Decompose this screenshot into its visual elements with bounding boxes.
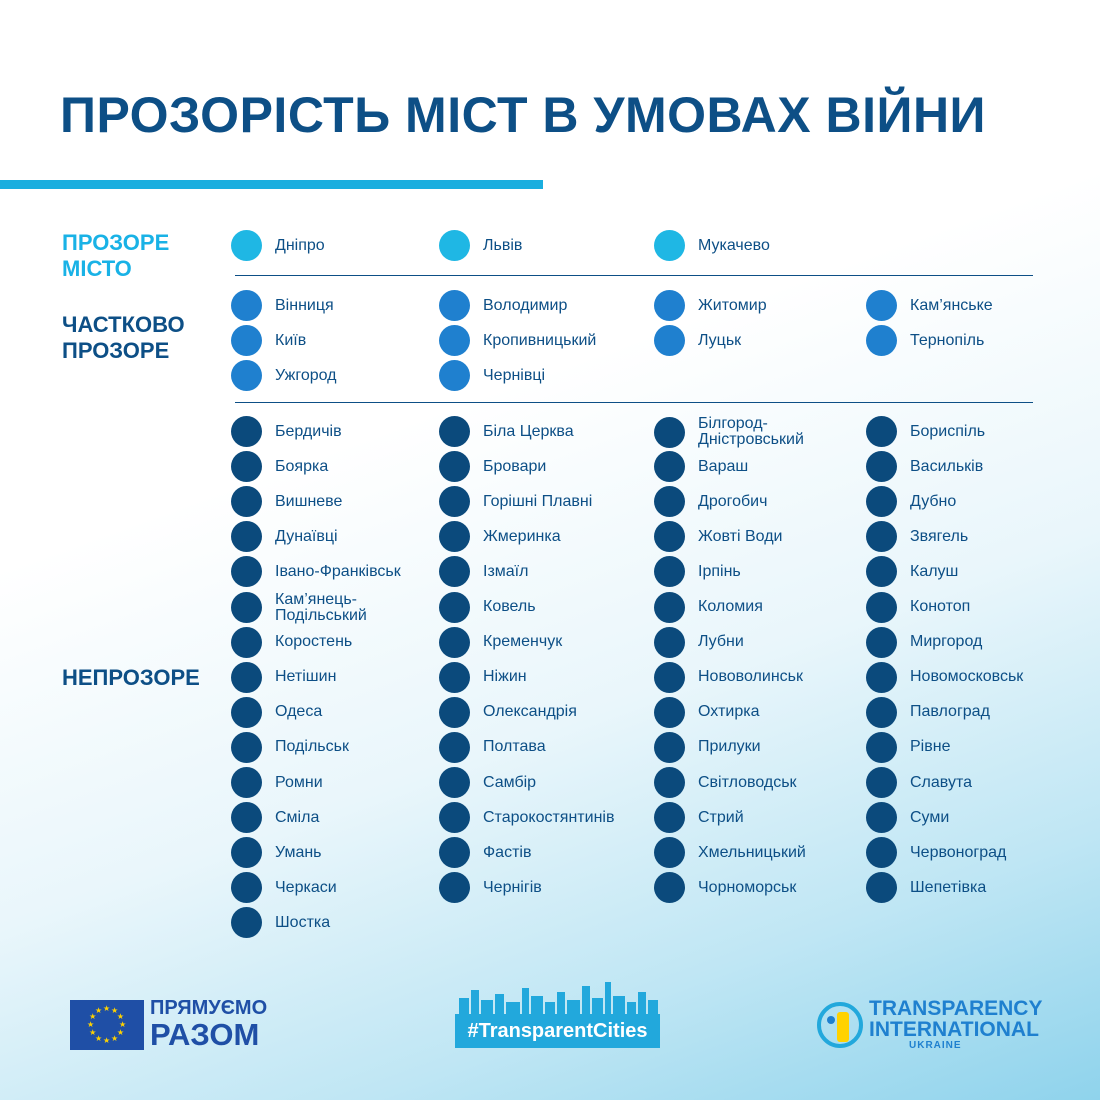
- city-item: [654, 325, 741, 356]
- city-name: Миргород: [910, 633, 983, 651]
- city-item: [439, 767, 536, 798]
- city-name: Звягель: [910, 527, 969, 545]
- status-dot-icon: [866, 802, 897, 833]
- city-item: [654, 592, 763, 623]
- status-dot-icon: [439, 325, 470, 356]
- city-name: Ірпінь: [698, 562, 741, 580]
- city-name: Дніпро: [275, 236, 325, 254]
- city-name: Шепетівка: [910, 878, 987, 896]
- status-dot-icon: [654, 697, 685, 728]
- status-dot-icon: [231, 767, 262, 798]
- city-item: [439, 521, 561, 552]
- city-item: [654, 416, 804, 448]
- city-name: Білгород- Дністровський: [698, 415, 804, 448]
- status-dot-icon: [231, 592, 262, 623]
- status-dot-icon: [439, 451, 470, 482]
- status-dot-icon: [231, 907, 262, 938]
- city-item: [654, 662, 803, 693]
- status-dot-icon: [654, 802, 685, 833]
- city-item: [439, 592, 536, 623]
- city-item: [231, 802, 319, 833]
- status-dot-icon: [654, 486, 685, 517]
- eu-slogan: [150, 998, 267, 1052]
- eu-slogan-line1: ПРЯМУЄМО: [150, 997, 268, 1019]
- status-dot-icon: [654, 325, 685, 356]
- city-name: Чернівці: [483, 366, 546, 384]
- city-name: Нововолинськ: [698, 668, 803, 686]
- divider: [235, 402, 1033, 403]
- city-name: Вишневе: [275, 492, 343, 510]
- ti-wordmark: [869, 998, 1042, 1052]
- city-item: [654, 230, 770, 261]
- city-item: [439, 486, 592, 517]
- city-item: [231, 872, 337, 903]
- status-dot-icon: [654, 627, 685, 658]
- status-dot-icon: [439, 521, 470, 552]
- city-item: [439, 697, 577, 728]
- eu-logo: [70, 998, 267, 1052]
- city-item: [231, 556, 401, 587]
- city-name: Коломия: [698, 598, 763, 615]
- status-dot-icon: [654, 732, 685, 763]
- city-item: [231, 360, 337, 391]
- city-name: Жовті Води: [698, 527, 783, 545]
- transparent-cities-logo: [455, 980, 660, 1048]
- city-name: Червоноград: [910, 843, 1007, 861]
- status-dot-icon: [231, 416, 262, 447]
- status-dot-icon: [439, 697, 470, 728]
- status-dot-icon: [439, 290, 470, 321]
- status-dot-icon: [866, 325, 897, 356]
- city-name: Васильків: [910, 457, 984, 475]
- status-dot-icon: [654, 451, 685, 482]
- status-dot-icon: [439, 556, 470, 587]
- city-item: [231, 592, 367, 624]
- page-title: ПРОЗОРІСТЬ МІСТ В УМОВАХ ВІЙНИ: [60, 87, 986, 143]
- status-dot-icon: [654, 556, 685, 587]
- city-item: [654, 556, 741, 587]
- city-item: [231, 325, 306, 356]
- city-item: [654, 521, 782, 552]
- city-item: [654, 290, 767, 321]
- ti-line3: UKRAINE: [909, 1040, 962, 1051]
- ti-line2: INTERNATIONAL: [869, 1018, 1039, 1041]
- city-item: [231, 416, 342, 447]
- city-item: [866, 521, 968, 552]
- city-name: Горішні Плавні: [483, 492, 593, 510]
- status-dot-icon: [439, 767, 470, 798]
- status-dot-icon: [231, 556, 262, 587]
- status-dot-icon: [654, 417, 685, 448]
- city-item: [866, 325, 984, 356]
- city-name: Охтирка: [698, 703, 760, 721]
- status-dot-icon: [439, 627, 470, 658]
- status-dot-icon: [439, 662, 470, 693]
- city-item: [866, 592, 970, 623]
- city-item: [866, 290, 993, 321]
- city-item: [866, 662, 1023, 693]
- city-name: Боярка: [275, 457, 329, 475]
- status-dot-icon: [439, 872, 470, 903]
- city-name: Стрий: [698, 808, 744, 826]
- status-dot-icon: [866, 556, 897, 587]
- city-name: Хмельницький: [698, 843, 806, 861]
- eu-slogan-line2: РАЗОМ: [150, 1017, 260, 1052]
- city-name: Кременчук: [483, 633, 563, 651]
- status-dot-icon: [231, 360, 262, 391]
- status-dot-icon: [231, 627, 262, 658]
- status-dot-icon: [231, 230, 262, 261]
- city-name: Славута: [910, 773, 972, 791]
- city-name: Ніжин: [483, 668, 527, 686]
- city-name: Прилуки: [698, 738, 761, 756]
- city-name: Жмеринка: [483, 527, 561, 545]
- city-item: [866, 556, 958, 587]
- city-name: Кам’янське: [910, 296, 993, 314]
- city-item: [231, 521, 338, 552]
- status-dot-icon: [231, 697, 262, 728]
- city-item: [439, 556, 528, 587]
- city-item: [439, 732, 546, 763]
- city-name: Світловодськ: [698, 773, 797, 791]
- status-dot-icon: [231, 486, 262, 517]
- city-item: [231, 451, 328, 482]
- city-name: Дунаївці: [275, 527, 338, 545]
- city-name: Новомосковськ: [910, 668, 1024, 686]
- status-dot-icon: [654, 230, 685, 261]
- city-item: [654, 451, 748, 482]
- city-item: [654, 627, 744, 658]
- category-opaque-label: НЕПРОЗОРЕ: [62, 665, 200, 690]
- status-dot-icon: [866, 627, 897, 658]
- ti-line1: TRANSPARENCY: [869, 997, 1043, 1020]
- city-name: Фастів: [483, 843, 532, 861]
- city-name: Дубно: [910, 492, 957, 510]
- status-dot-icon: [654, 767, 685, 798]
- city-item: [866, 802, 949, 833]
- city-name: Черкаси: [275, 878, 337, 896]
- city-item: [654, 697, 760, 728]
- city-name: Володимир: [483, 296, 568, 314]
- city-item: [439, 360, 545, 391]
- status-dot-icon: [654, 290, 685, 321]
- city-name: Тернопіль: [910, 331, 985, 349]
- status-dot-icon: [439, 837, 470, 868]
- city-name: Рівне: [910, 738, 951, 756]
- city-item: [439, 325, 596, 356]
- city-name: Бровари: [483, 457, 547, 475]
- status-dot-icon: [439, 486, 470, 517]
- city-item: [231, 907, 330, 938]
- city-name: Вараш: [698, 457, 749, 475]
- status-dot-icon: [439, 732, 470, 763]
- city-item: [866, 416, 985, 447]
- eu-flag-icon: ★ ★ ★ ★ ★ ★ ★ ★ ★ ★ ★ ★: [70, 1000, 144, 1050]
- status-dot-icon: [439, 360, 470, 391]
- city-name: Бердичів: [275, 422, 342, 440]
- status-dot-icon: [231, 732, 262, 763]
- city-item: [866, 732, 950, 763]
- city-name: Конотоп: [910, 598, 971, 615]
- status-dot-icon: [231, 802, 262, 833]
- city-name: Полтава: [483, 738, 546, 756]
- city-name: Одеса: [275, 703, 323, 721]
- status-dot-icon: [231, 325, 262, 356]
- status-dot-icon: [231, 451, 262, 482]
- city-item: [439, 627, 562, 658]
- status-dot-icon: [866, 451, 897, 482]
- city-name: Чернігів: [483, 878, 542, 896]
- category-partial-label: ЧАСТКОВО ПРОЗОРЕ: [62, 312, 185, 363]
- status-dot-icon: [654, 837, 685, 868]
- city-name: Київ: [275, 331, 307, 349]
- city-name: Львів: [483, 236, 523, 254]
- status-dot-icon: [866, 732, 897, 763]
- city-item: [231, 767, 323, 798]
- city-name: Мукачево: [698, 236, 770, 254]
- status-dot-icon: [439, 592, 470, 623]
- city-name: Калуш: [910, 562, 959, 580]
- status-dot-icon: [231, 837, 262, 868]
- status-dot-icon: [866, 767, 897, 798]
- city-item: [231, 627, 352, 658]
- status-dot-icon: [866, 872, 897, 903]
- city-item: [439, 837, 531, 868]
- city-item: [654, 872, 796, 903]
- status-dot-icon: [654, 872, 685, 903]
- city-item: [866, 872, 986, 903]
- city-item: [439, 290, 567, 321]
- city-name: Лубни: [698, 633, 744, 651]
- status-dot-icon: [866, 486, 897, 517]
- city-item: [866, 627, 982, 658]
- city-item: [654, 732, 761, 763]
- ti-globe-icon: [817, 1002, 863, 1048]
- city-item: [654, 767, 797, 798]
- status-dot-icon: [654, 592, 685, 623]
- city-name: Подільськ: [275, 738, 349, 756]
- city-item: [439, 416, 574, 447]
- status-dot-icon: [231, 290, 262, 321]
- city-name: Шостка: [275, 913, 331, 931]
- status-dot-icon: [231, 521, 262, 552]
- status-dot-icon: [866, 697, 897, 728]
- city-item: [866, 451, 983, 482]
- category-transparent-label: ПРОЗОРЕ МІСТО: [62, 230, 170, 281]
- city-item: [231, 486, 342, 517]
- city-item: [439, 872, 542, 903]
- title-underline: [0, 180, 543, 189]
- city-item: [439, 230, 522, 261]
- city-item: [231, 837, 322, 868]
- city-item: [866, 486, 956, 517]
- city-name: Івано-Франківськ: [275, 562, 401, 580]
- status-dot-icon: [866, 521, 897, 552]
- city-name: Біла Церква: [483, 422, 574, 440]
- city-name: Ковель: [483, 598, 536, 615]
- status-dot-icon: [439, 416, 470, 447]
- city-name: Олександрія: [483, 703, 577, 721]
- city-item: [439, 451, 546, 482]
- city-item: [231, 230, 325, 261]
- city-item: [866, 767, 972, 798]
- status-dot-icon: [866, 662, 897, 693]
- city-name: Самбір: [483, 773, 537, 791]
- city-skyline-icon: [455, 980, 660, 1016]
- city-name: Ромни: [275, 773, 323, 791]
- city-item: [231, 732, 349, 763]
- city-name: Житомир: [698, 296, 767, 314]
- status-dot-icon: [866, 837, 897, 868]
- status-dot-icon: [866, 416, 897, 447]
- city-name: Бориспіль: [910, 422, 986, 440]
- status-dot-icon: [231, 872, 262, 903]
- city-name: Ізмаїл: [483, 562, 529, 580]
- city-item: [231, 290, 334, 321]
- city-item: [231, 662, 336, 693]
- status-dot-icon: [866, 290, 897, 321]
- status-dot-icon: [231, 662, 262, 693]
- city-name: Кам’янець- Подільський: [275, 590, 367, 624]
- city-name: Умань: [275, 843, 322, 861]
- city-item: [654, 837, 806, 868]
- status-dot-icon: [654, 662, 685, 693]
- city-item: [866, 837, 1006, 868]
- city-item: [654, 486, 767, 517]
- city-name: Сміла: [275, 808, 320, 826]
- city-item: [231, 697, 322, 728]
- city-name: Вінниця: [275, 296, 334, 314]
- city-item: [654, 802, 744, 833]
- city-name: Дрогобич: [698, 492, 768, 510]
- transparency-international-logo: [817, 998, 1042, 1052]
- city-name: Павлоград: [910, 703, 990, 721]
- city-name: Суми: [910, 808, 950, 826]
- city-name: Старокостянтинів: [483, 808, 615, 826]
- status-dot-icon: [439, 230, 470, 261]
- hashtag-label: #TransparentCities: [455, 1014, 660, 1048]
- city-item: [439, 662, 527, 693]
- divider: [235, 275, 1033, 276]
- city-name: Нетішин: [275, 668, 337, 686]
- status-dot-icon: [866, 592, 897, 623]
- city-item: [866, 697, 990, 728]
- city-name: Кропивницький: [483, 331, 597, 349]
- city-name: Луцьк: [698, 331, 742, 349]
- city-item: [439, 802, 614, 833]
- city-name: Коростень: [275, 633, 353, 651]
- city-name: Ужгород: [275, 366, 337, 384]
- city-name: Чорноморськ: [698, 878, 797, 896]
- status-dot-icon: [439, 802, 470, 833]
- status-dot-icon: [654, 521, 685, 552]
